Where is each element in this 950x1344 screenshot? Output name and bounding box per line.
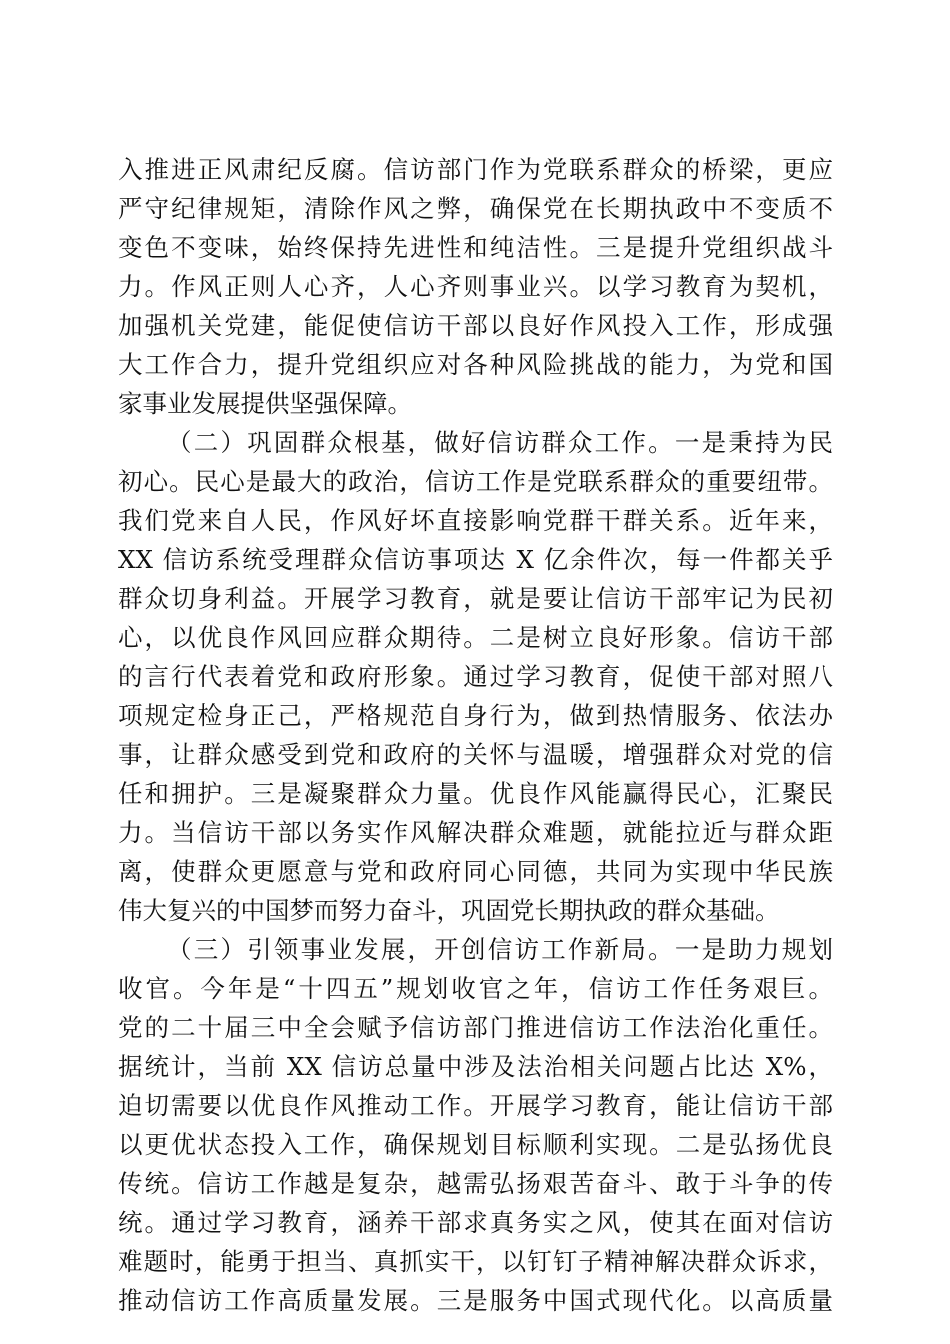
- section-heading-line: （二）巩固群众根基，做好信访群众工作。一是秉持为民: [167, 428, 833, 457]
- body-text: [118, 150, 833, 1320]
- text-line: 变色不变味，始终保持先进性和纯洁性。三是提升党组织战斗: [118, 233, 833, 262]
- text-line: 事，让群众感受到党和政府的关怀与温暖，增强群众对党的信: [118, 740, 833, 769]
- text-line: 力。作风正则人心齐，人心齐则事业兴。以学习教育为契机，: [118, 272, 833, 301]
- text-line: 以更优状态投入工作，确保规划目标顺利实现。二是弘扬优良: [118, 1130, 833, 1159]
- paragraph-1: [118, 150, 833, 423]
- text-line: 传统。信访工作越是复杂，越需弘扬艰苦奋斗、敢于斗争的传: [118, 1169, 833, 1198]
- paragraph-3: [118, 930, 833, 1320]
- text-line: 加强机关党建，能促使信访干部以良好作风投入工作，形成强: [118, 311, 833, 340]
- text-line: XX 信访系统受理群众信访事项达 X 亿余件次，每一件都关乎: [118, 545, 833, 574]
- text-line: 据统计，当前 XX 信访总量中涉及法治相关问题占比达 X%，: [118, 1052, 833, 1081]
- text-line: 初心。民心是最大的政治，信访工作是党联系群众的重要纽带。: [118, 467, 833, 496]
- text-line: 我们党来自人民，作风好坏直接影响党群干群关系。近年来，: [118, 506, 833, 535]
- paragraph-2: [118, 423, 833, 930]
- text-line: 的言行代表着党和政府形象。通过学习教育，促使干部对照八: [118, 662, 833, 691]
- text-line: 严守纪律规矩，清除作风之弊，确保党在长期执政中不变质不: [118, 194, 833, 223]
- text-line: 离，使群众更愿意与党和政府同心同德，共同为实现中华民族: [118, 857, 833, 886]
- text-line: 党的二十届三中全会赋予信访部门推进信访工作法治化重任。: [118, 1013, 833, 1042]
- text-line: 大工作合力，提升党组织应对各种风险挑战的能力，为党和国: [118, 350, 833, 379]
- text-line: 推动信访工作高质量发展。三是服务中国式现代化。以高质量: [118, 1286, 833, 1315]
- text-line: 统。通过学习教育，涵养干部求真务实之风，使其在面对信访: [118, 1208, 833, 1237]
- text-line: 收官。今年是“十四五”规划收官之年，信访工作任务艰巨。: [118, 974, 833, 1003]
- text-line: 群众切身利益。开展学习教育，就是要让信访干部牢记为民初: [118, 584, 833, 613]
- text-line: 力。当信访干部以务实作风解决群众难题，就能拉近与群众距: [118, 818, 833, 847]
- text-line: 难题时，能勇于担当、真抓实干，以钉钉子精神解决群众诉求，: [118, 1247, 833, 1276]
- text-line: 家事业发展提供坚强保障。: [118, 389, 412, 418]
- text-line: 迫切需要以优良作风推动工作。开展学习教育，能让信访干部: [118, 1091, 833, 1120]
- text-line: 项规定检身正己，严格规范自身行为，做到热情服务、依法办: [118, 701, 833, 730]
- text-line: 心，以优良作风回应群众期待。二是树立良好形象。信访干部: [118, 623, 833, 652]
- text-line: 伟大复兴的中国梦而努力奋斗，巩固党长期执政的群众基础。: [118, 896, 780, 925]
- text-line: 入推进正风肃纪反腐。信访部门作为党联系群众的桥梁，更应: [118, 155, 833, 184]
- text-line: 任和拥护。三是凝聚群众力量。优良作风能赢得民心，汇聚民: [118, 779, 833, 808]
- section-heading-line: （三）引领事业发展，开创信访工作新局。一是助力规划: [167, 935, 833, 964]
